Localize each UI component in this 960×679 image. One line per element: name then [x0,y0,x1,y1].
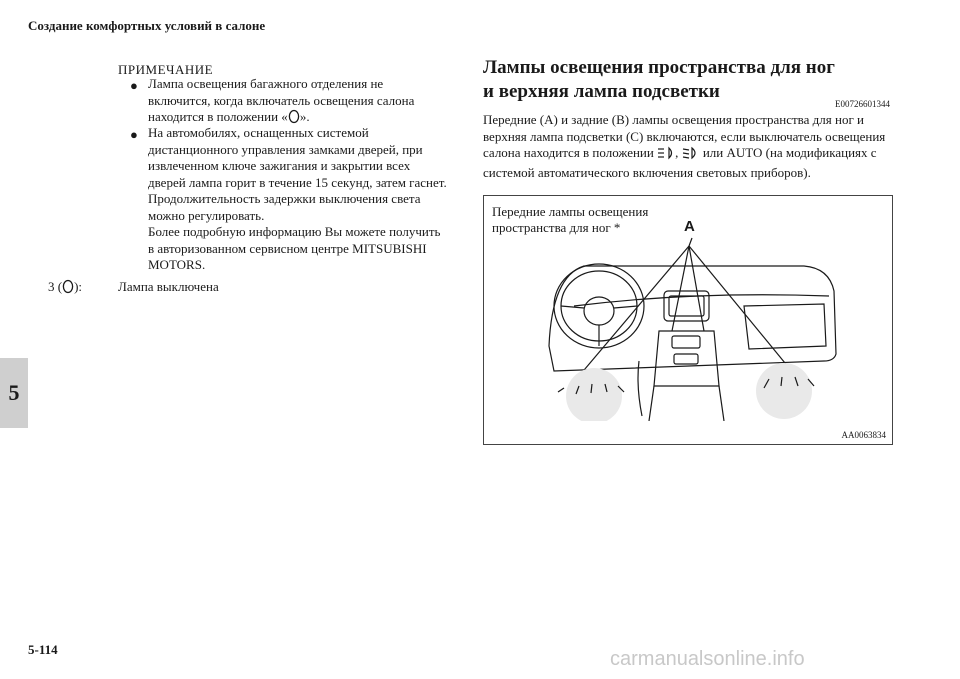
bullet-icon: ● [130,127,138,142]
note-bullet-2 [148,125,448,274]
lamp-item-suffix: ): [74,279,83,294]
bullet-icon: ● [130,78,138,93]
figure-caption: Передние лампы освещения пространства для ног * [492,204,649,235]
section-code: E00726601344 [835,99,890,109]
headlight-low-beam-icon [682,146,700,165]
lamp-off-row [48,279,219,298]
lamp-item-label: Лампа выключена [118,279,219,294]
lamp-item-prefix: 3 ( [48,279,63,294]
note-bullet-2-p1: На автомобилях, оснащенных системой дистанционного управления замками дверей, при извлеченном ключе зажигания и закрытии всех дверей лампа горит в течение 15 секунд, затем гаснет. [148,125,447,190]
figure-label-a: A [684,218,695,235]
page-number: 5-114 [28,642,58,657]
section-body [483,112,903,181]
lamp-off-icon [62,279,74,298]
section-title-line-1: Лампы освещения пространства для ног [483,57,835,78]
note-bullet-1-end: ». [299,109,310,124]
note-heading: ПРИМЕЧАНИЕ [118,62,214,77]
section-body-separator: , [675,145,679,160]
dashboard-illustration [544,236,844,421]
note-bullet-2-p2: Продолжительность задержки выключения света можно регулировать. [148,191,421,223]
figure-image-id: AA0063834 [841,430,886,440]
section-title [483,56,835,104]
note-bullet-2-p3: Более подробную информацию Вы можете получить в авторизованном сервисном центре MITSUBISHI MOTORS. [148,224,441,272]
headlight-position-icon [657,146,675,165]
section-body-part-1: Передние (A) и задние (B) лампы освещения пространства для ног и верхняя лампа подсветки (C) включаются, если выключатель освещения салона находится в положении [483,112,886,160]
watermark: carmanualsonline.info [610,648,805,670]
chapter-tab: 5 [0,358,28,428]
note-bullet-1 [148,76,448,129]
section-title-line-2: и верхняя лампа подсветки [483,81,720,102]
note-bullet-1-text: Лампа освещения багажного отделения не включится, когда включатель освещения салона находится в положении « [148,76,415,124]
page-header-title: Создание комфортных условий в салоне [28,18,266,33]
dashboard-figure [483,195,893,445]
section-body-part-2: или AUTO (на модификациях с системой автоматического включения световых приборов). [483,145,877,180]
